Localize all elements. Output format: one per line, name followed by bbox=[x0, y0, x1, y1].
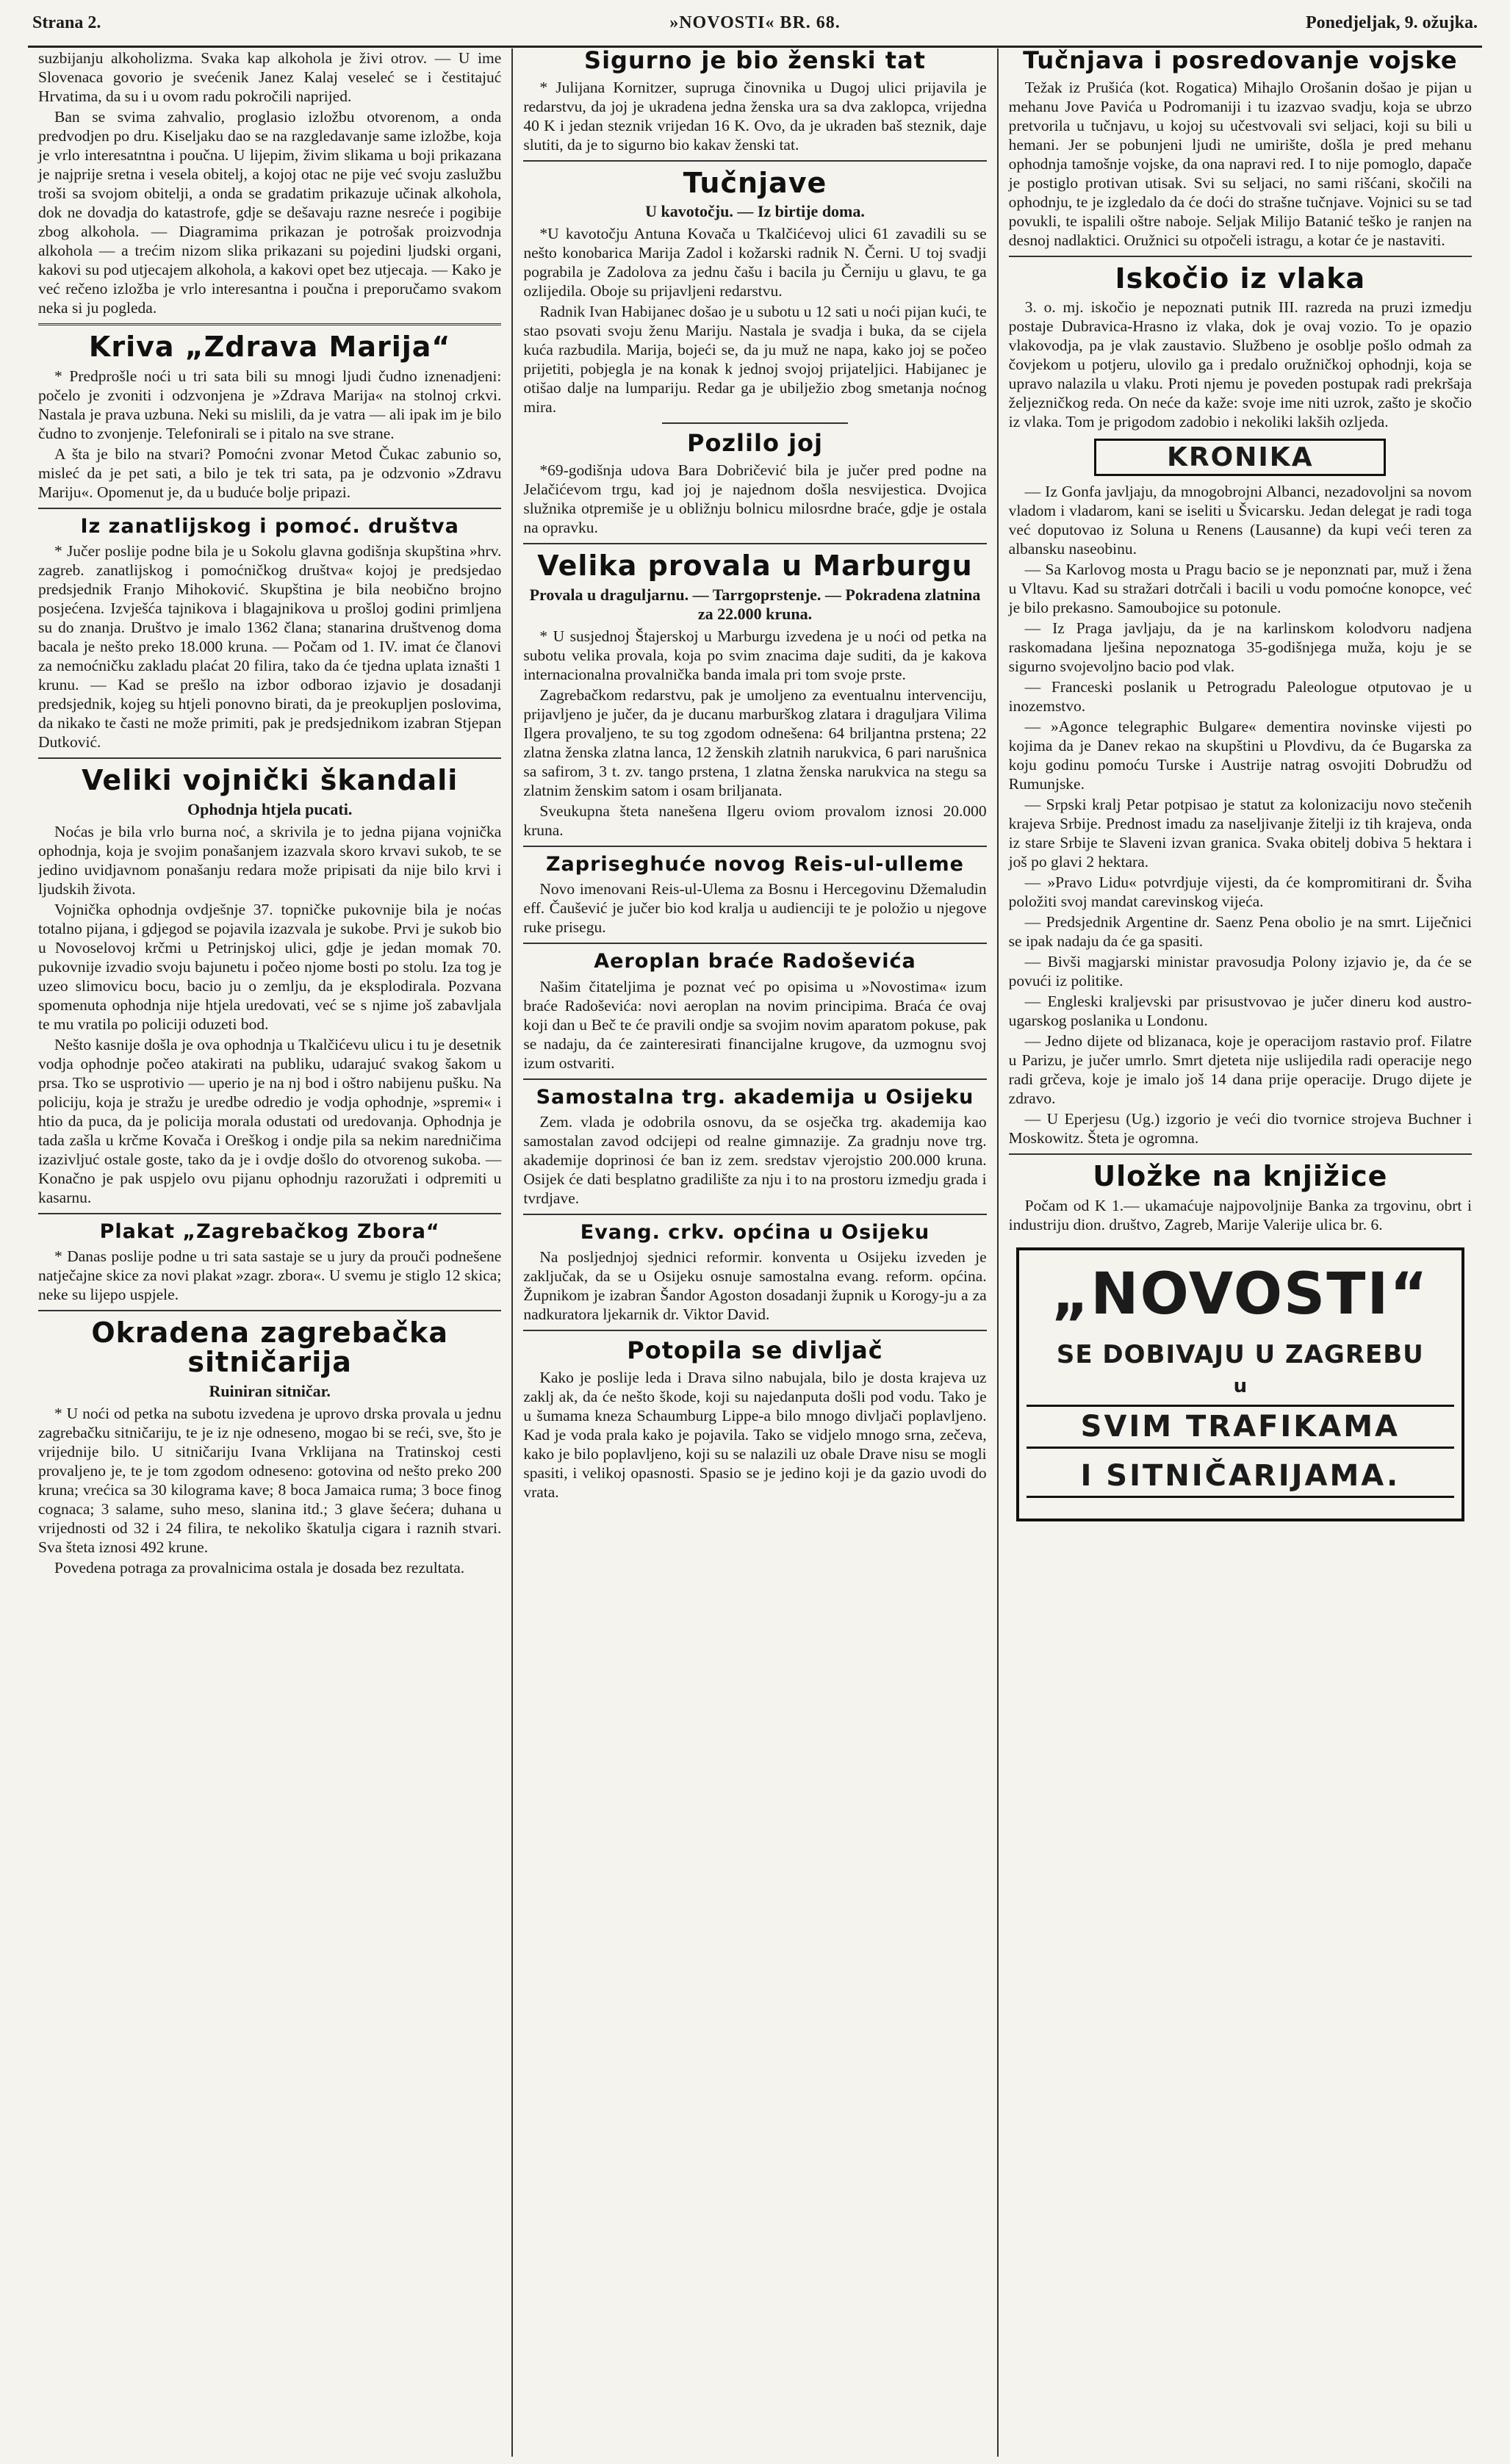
article-text: *U kavotočju Antuna Kovača u Tkalčićevoj ulici 61 zavadili su se nešto konobarica Marija Zadol i kožarski radnik N. Černi. U toj svadji pograbila je Zadolova za jednu čašu i bacila ju Černiju u glavu, te ga ozlijedila. Oboje su prijavljeni redarstvu. bbox=[523, 225, 987, 300]
divider bbox=[1009, 1153, 1472, 1155]
issue-date: Ponedjeljak, 9. ožujka. bbox=[1306, 13, 1478, 32]
headline-potopila-divljac: Potopila se divljač bbox=[627, 1336, 883, 1365]
divider bbox=[1009, 256, 1472, 257]
article-text: *69-godišnja udova Bara Dobričević bila je jučer pred podne na Jelačićevom trgu, kad joj je najednom došla nesvijestica. Dvojica služnika otpremiše je u obližnju bolnicu milosrdne braće, gdje je ostala na opravku. bbox=[523, 461, 987, 537]
subheadline: U kavotočju. — Iz birtije doma. bbox=[645, 202, 865, 221]
article-text: Na posljednjoj sjednici reformir. konventa u Osijeku izveden je zaključak, da se u Osijeku osnuje samostalna evang. reform. općina. Župnikom je izabran Šandor Agoston dosadanji župnik u Korogy-ju a za nadkuratora ljekarnik dr. Viktor David. bbox=[523, 1248, 987, 1324]
masthead-issue: »NOVOSTI« BR. 68. bbox=[669, 13, 841, 32]
headline-pozlilo-joj: Pozlilo joj bbox=[686, 429, 823, 458]
news-item: — Sa Karlovog mosta u Pragu bacio se je neponznati par, muž i žena u Vltavu. Kad su stražari dotrčali i bacili u vodu pomoćne konopce, već je bilo prekasno. Samoubojice su potonule. bbox=[1008, 561, 1472, 617]
divider bbox=[523, 1214, 986, 1215]
article-text: Zem. vlada je odobrila osnovu, da se osječka trg. akademija kao samostalan zavod odcijepi od realne gimnazije. Za gradnju nove trg. akademije doprinosi će ban iz zem. sredstav vjerojstio 200.000 kruna. Osijek će dati besplatno gradilište za nju i to na prostoru izmedju grada i tvrdjave. bbox=[523, 1113, 987, 1207]
headline-provala-marburg: Velika provala u Marburgu bbox=[537, 550, 973, 583]
headline-aeroplan: Aeroplan braće Radoševića bbox=[594, 950, 916, 973]
divider bbox=[523, 846, 986, 847]
news-item: — Franceski poslanik u Petrogradu Paleologue otputovao je u inozemstvo. bbox=[1008, 678, 1472, 716]
article-text: Kako je poslije leda i Drava silno nabujala, bilo je dosta krajeva uz zaklj ak, da će nešto škode, koji su najedanputa došli pod vodu. Tako je u šumama kneza Schaumburg Lippe-a bilo mnogo divljači poplavljeno. Kad je voda prala kako je pojavila. Tako se vidjelo mnogo srna, zečeva, kako je bilo poplavljeno, koji su se nalazili uz obale Drave nisu se mogli spasiti, i velikoj opasnosti. Spasio se je jedino koji je da gazio uvodi do vrata. bbox=[523, 1368, 987, 1501]
page-header bbox=[28, 7, 1482, 48]
article-text: Nešto kasnije došla je ova ophodnja u Tkalčićevu ulicu i tu je desetnik vodja ophodnje počeo atakirati na publiku, udarajuć svakog šakom u prsa. Tko se usprotivio — uperio je na nj bod i oštro nabijenu pušku. Na policiju, koja je stražu je uredbe odredio je vodja ophodnje, »spremi« i htio da puca, da je policija morala odustati od uredovanja. Ophodnja je tada zašla u krčme Kovača i Oreškog i ondje pila sa nekim naredničima izazivljuć ostale goste, tako da je i ovdje došlo do otvorenog sukoba. — Konačno je pak uspjelo ovu pijanu ophodnju razoružati i odpremiti u kasarnu. bbox=[38, 1036, 502, 1207]
article-text: 3. o. mj. iskočio je nepoznati putnik III. razreda na pruzi izmedju postaje Dubravica-Hrasno iz vlaka, dok je ovaj vozio. To je opazio vlakovodja, pa je vlak zaustavio. Službeno je osoblje pošlo odmah za čovjekom u potjeru, ulovilo ga i predalo oružničkoj ophodnji, koja se upravo nalazila u vlaku. Proti njemu je poveden postupak radi prekršaja željezničkog reda. On neće da kaže: svoje ime niti uzrok, zašto je skočio iz vlaka. Tom je prigodom zadobio i nekoliki lakših ozljeda. bbox=[1008, 298, 1472, 431]
advertisement-text: Počam od K 1.— ukamaćuje najpovoljnije Banka za trgovinu, obrt i industriju dion. društvo, Zagreb, Marije Valerije ulica br. 6. bbox=[1008, 1197, 1472, 1234]
article-text: Težak iz Prušića (kot. Rogatica) Mihajlo Orošanin došao je pijan u mehanu Jove Pavića u Podromaniji i tu izazvao svadju, koja se ubrzo pretvorila u tučnjavu, u kojoj su učestvovali svi seljaci, koji su bili u hemani. Jer se pobunjeni ljudi ne umirište, došla je pred mehanu ophodnja tamošnje vojske, da ona napravi red. I to nije pomoglo, dapače je postiglo protivan utisak. Svi su seljaci, no sami rišćani, skočili na ophodnju, te je izgledalo da će doći do strašne tučnjave. Vojnici su se tad povukli, te ispalili oštre naboje. Seljak Milijo Batanić teško je ranjen na desnoj nadlaktici. Oružnici su otpočeli istragu, a kotar će je nastaviti. bbox=[1008, 78, 1472, 249]
news-item: — Srpski kralj Petar potpisao je statut za kolonizaciju novo stečenih krajeva Srbije. Prednost imadu za naseljivanje žitelji iz tih krajeva, onda iz stare Srbije te Slaveni izvan granica. Svaka obitelj dobiva 5 hektara i još po glavi 2 hektara. bbox=[1008, 796, 1472, 871]
column-2 bbox=[511, 48, 996, 2457]
article-text: * Jučer poslije podne bila je u Sokolu glavna godišnja skupština »hrv. zagreb. zanatlijskog i pomoćničkog društva« kojoj je predsjedao predsjednik Franjo Mihoković. Skupština je bila neobično brojno posjećena. Izvješća tajnikova i blagajnikova u prošloj godini primljena su do znanja. Društvo je imalo 1362 člana; stanarina društvenog doma bacala je nešto preko 18.000 kruna. — Počam od 1. IV. imat će članovi za nemoćničku zakladu plaćat 20 filira, tako da će tjedna uplata iznašti 1 krunu. — Kad se prešlo na izbor odborao izjavio je dosadanji predsjednik, kojeg su htjeli ponovno birati, da je preokupljen poslovima, da nikako te časti ne može primiti, pak je predsjednikom izabran Stjepan Dutković. bbox=[38, 542, 502, 752]
article-text: Našim čitateljima je poznat već po opisima u »Novostima« izum braće Radoševića: novi aeroplan na novim principima. Braća će ovaj koji dan u Beč te će pravili ondje sa svojim novim aparatom pokuse, pak se nadaju, da će zainteresirati financijalne krugove, da uzmognu svoj izum ostvariti. bbox=[523, 977, 987, 1072]
divider bbox=[38, 1310, 501, 1311]
novosti-advertisement bbox=[1016, 1247, 1464, 1521]
news-item: — Iz Praga javljaju, da je na karlinskom kolodvoru nadjena raskomadana lješina nepoznatoga 35-godišnjega muža, koju je se sigurno svojevoljno bacio pod vlak. bbox=[1008, 619, 1472, 676]
column-3 bbox=[997, 48, 1482, 2457]
ad-connector: u bbox=[1233, 1375, 1248, 1398]
page-number: Strana 2. bbox=[32, 13, 101, 32]
article-text: Zagrebačkom redarstvu, pak je umoljeno za eventualnu intervenciju, prijavljeno je jučer, da je ducanu marburškog zlatara i draguljara Vilima Ilgera provaljeno, te su tog zgodom odnešena: 64 briljantna prstena; 22 zlatna ženska zlatna lanca, 12 ženskih zlatnih narukvica, 6 pari narušnica sa safirom, 3 t. zv. tango prstena, 1 zlatna ženska narukvica na stegu sa zlatnim ženskim satom i osam briljanata. bbox=[523, 685, 987, 799]
article-text: Novo imenovani Reis-ul-Ulema za Bosnu i Hercegovinu Džemaludin eff. Čaušević je jučer bio kod kralja u audienciji te je položio u njegove ruke prisegu. bbox=[523, 880, 987, 937]
article-text: Povedena potraga za provalnicima ostala je dosada bez rezultata. bbox=[54, 1559, 465, 1577]
news-item: — U Eperjesu (Ug.) izgorio je veći dio tvornice strojeva Buchner i Moskowitz. Šteta je ogromna. bbox=[1008, 1110, 1472, 1148]
article-text: Radnik Ivan Habijanec došao je u subotu u 12 sati u noći pijan kući, te stao psovati svoju ženu Mariju. Nastala je svadja i buka, da se cijela kuća razbudila. Marija, bojeći se, da ju muž ne napa, kako joj se počeo prijetiti, pobjegla je na konak k jednoj svojoj prijateljici. Habijanec je otišao dalje na lumpariju. Redar ga je ubilježio zbog smetanja noćnog mira. bbox=[523, 303, 987, 417]
ad-line-2: SVIM TRAFIKAMA bbox=[1027, 1405, 1454, 1449]
news-item: — Jedno dijete od blizanaca, koje je operacijom rastavio prof. Filatre u Parizu, je jučer umrlo. Smrt djeteta nije uslijedila radi operacije nego radi grčeva, koje je imalo još 14 dana prije operacije. Drugo dijete je zdravo. bbox=[1008, 1032, 1472, 1108]
news-item: — »Agonce telegraphic Bulgare« dementira novinske vijesti po kojima da je Danev rekao na skupštini u Plovdivu, da će Bugarska za koju godinu pomoću Turske i Austrije natrag osvojiti Dobrudžu od Rumunjske. bbox=[1008, 718, 1472, 793]
divider bbox=[523, 1078, 986, 1080]
headline-tucnjava-vojske: Tučnjava i posredovanje vojske bbox=[1023, 48, 1458, 74]
news-item: — »Pravo Lidu« potvrdjuje vijesti, da će kompromitirani dr. Šviha položiti svoj mandat carevinskog vijeća. bbox=[1008, 873, 1472, 911]
headline-vojnicki-skandali: Veliki vojnički škandali bbox=[82, 764, 459, 797]
headline-kriva-zdrava-marija: Kriva „Zdrava Marija“ bbox=[88, 331, 451, 363]
article-text: A šta je bilo na stvari? Pomoćni zvonar Metod Čukac zabunio so, misleć da je pet sati, a bilo je tek tri sata, pa je odzvonio »Zdravu Mariju«. Opomenut je, da u buduće bolje pripazi. bbox=[38, 444, 502, 501]
divider bbox=[38, 1213, 501, 1214]
headline-tucnjave: Tučnjave bbox=[683, 166, 827, 199]
article-text: Sveukupna šteta nanešena Ilgeru oviom provalom iznosi 20.000 kruna. bbox=[523, 801, 987, 839]
column-1 bbox=[28, 48, 511, 2457]
article-text: Noćas je bila vrlo burna noć, a skrivila je to jedna pijana vojnička ophodnja, koja je svojim ponašanjem izazvala skoro krvavi sukob, te se jedino uvidjavnom ponašanju redara može pripisati da nije bilo krvi i ljudskih života. bbox=[38, 823, 502, 898]
headline-okradena-sitnicarija: Okradena zagrebačka sitničarija bbox=[91, 1316, 448, 1379]
headline-ulozke-na-knjizice: Uložke na knjižice bbox=[1093, 1160, 1388, 1193]
subheadline: Provala u draguljarnu. — Tarrgoprstenje. — Pokradena zlatnina za 22.000 kruna. bbox=[529, 585, 981, 623]
divider bbox=[38, 757, 501, 759]
divider bbox=[38, 508, 501, 509]
news-item: — Bivši magjarski ministar pravosudja Polony izjavio je, da će se povući iz politike. bbox=[1008, 953, 1472, 990]
ad-line-1: SE DOBIVAJU U ZAGREBU bbox=[1056, 1340, 1424, 1370]
headline-reis-ul-ulema: Zapriseghuće novog Reis-ul-ulleme bbox=[545, 852, 964, 876]
article-text: Vojnička ophodnja ovdješnje 37. topničke pukovnije bila je noćas totalno pijana, i gdjegod se pojavila izazvala je sukobe. Prvi je sukob bio u Novoselovoj krčmi u Petrinjskoj ulici, gdje je jedan momak 70. pukovnije izvadio svoju bajunetu i počeo njome bosti po stolu. Iza tog je uzeo slimovicu bocu, bacio ju o zemlju, da je eksplodirala. Pozvana spomenuta ophodnja nije htjela uredovati, već se s njime još zabavljala te mu vratila po policiji oduzeti bod. bbox=[38, 901, 502, 1034]
headline-zenski-tat: Sigurno je bio ženski tat bbox=[584, 48, 926, 74]
columns bbox=[28, 48, 1482, 2457]
ad-line-3: I SITNIČARIJAMA. bbox=[1027, 1456, 1454, 1498]
divider bbox=[38, 323, 501, 325]
headline-plakat-zbora: Plakat „Zagrebačkog Zbora“ bbox=[99, 1220, 440, 1244]
ad-title: „NOVOSTI“ bbox=[1051, 1261, 1429, 1328]
article-text: * Predprošle noći u tri sata bili su mnogi ljudi čudno iznenadjeni: počelo je zvoniti i odzvonjena je »Zdrava Marija« na stolnoj crkvi. Nastala je prava uzbuna. Neki su mislili, da je vatra — ali ipak im je bilo čudno to zvonjenje. Telefonirali se i pitalo na sve strane. bbox=[38, 367, 502, 442]
divider bbox=[662, 422, 847, 424]
divider bbox=[523, 160, 986, 162]
article-continuation-2: Ban se svima zahvalio, proglasio izložbu otvorenom, a onda predvodjen po dru. Kiseljaku dao se na razgledavanje same izložbe, koja je vrlo interesatntna i poučna. U lijepim, živim slikama u boji prikazana je najprije sretna i vesela obitelj, a kojoj otac ne pije već svoju zaslužbu troši sa svojom obitelji, a onda se gradatim prikazuje učinak alkohola, dok ne dovadja do katastrofe, gdje se dešavaju razne nesreće i pogibije zbog alkohola. — Diagramima prikazan je potrošak proizvodnja alkohola — a trećim nizom slika prikazani su pojedini ljudski organi, kakovi su pod utjecajem alkohola, a kakovi opet bez utjecaja. — Kako je već rečeno izložba je vrlo interesantna i poučna i preporučamo svakom neka si ju pogleda. bbox=[38, 108, 502, 317]
headline-evang-opcina: Evang. crkv. općina u Osijeku bbox=[580, 1221, 930, 1244]
article-text: * U susjednoj Štajerskoj u Marburgu izvedena je u noći od petka na subotu velika provala, koja po svim znacima daje suditi, da je kakova internacionalna provalnička banda imala pri tom svoje prste. bbox=[523, 627, 987, 683]
divider bbox=[523, 1330, 986, 1331]
news-item: — Predsjednik Argentine dr. Saenz Pena obolio je na smrt. Liječnici se ipak nadaju da će ga spasiti. bbox=[1008, 913, 1472, 951]
news-item: — Engleski kraljevski par prisustvovao je jučer dineru kod austro-ugarskog poslanika u Londonu. bbox=[1008, 993, 1472, 1030]
article-continuation: suzbijanju alkoholizma. Svaka kap alkohola je živi otrov. — U ime Slovenaca govorio je svećenik Janez Kalaj veseleć se i čestitajuć Hrvatima, da su i u ovom radu pokročili naprijed. bbox=[38, 49, 502, 105]
subheadline: Ruiniran sitničar. bbox=[209, 1382, 331, 1401]
subheadline: Ophodnja htjela pucati. bbox=[187, 800, 353, 819]
headline-iskocio-iz-vlaka: Iskočio iz vlaka bbox=[1115, 262, 1366, 295]
divider bbox=[523, 543, 986, 544]
headline-zanatlijsko-drustvo: Iz zanatlijskog i pomoć. društva bbox=[80, 514, 459, 538]
section-kronika: KRONIKA bbox=[1094, 439, 1386, 476]
article-text: * Julijana Kornitzer, supruga činovnika u Dugoj ulici prijavila je redarstvu, da joj je ukradena jedna ženska ura sa dva zaklopca, vrijedna 40 K i jedan steznik vrijedan 16 K. Ovo, da je ukraden baš steznik, daje slutiti, da je to sigurno bio kakav ženski tat. bbox=[523, 78, 987, 154]
news-item: — Iz Gonfa javljaju, da mnogobrojni Albanci, nezadovoljni sa novom vladom i vladarom, kani se iseliti u Švicarsku. Jedan delegat je radi toga već doputovao iz Soluna u Renens (Lausanne) da kupi veći teren za albansku naseobinu. bbox=[1008, 483, 1472, 558]
article-text: * Danas poslije podne u tri sata sastaje se u jury da prouči podnešene natječajne skice za novi plakat »zagr. zbora«. U svemu je stiglo 12 skica; neke su lijepo uspjele. bbox=[38, 1247, 502, 1304]
article-text: * U noći od petka na subotu izvedena je uprovo drska provala u jednu zagrebačku sitničariju, te je iz nje odneseno, mogao bi se reći, sve, što je vrijednije bilo. U sitničariju Ivana Vrklijana na Tratinskoj cesti provaljeno je, te je tom zgodom odneseno: gotovina od nešto preko 200 kruna; vrećica sa 30 kilograma kave; 8 boca Jamaica ruma; 3 boce finog cognaca; 3 salame, suho meso, slanina itd.; 3 glave šećera; duhana u vrijednosti od 32 i 24 filira, te nekoliko škatulja cigara i raznih stvari. Sva šteta iznosi 492 krune. bbox=[38, 1405, 502, 1557]
divider bbox=[523, 943, 986, 944]
headline-trg-akademija: Samostalna trg. akademija u Osijeku bbox=[536, 1085, 974, 1109]
